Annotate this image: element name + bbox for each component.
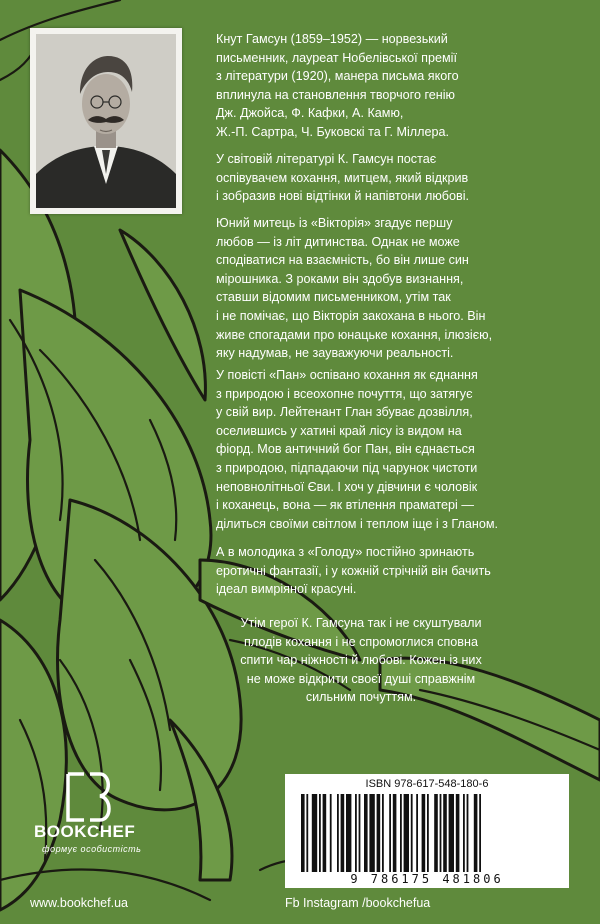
barcode-icon [299, 794, 555, 872]
text-line: Утім герої К. Гамсуна так і не скуштували [240, 616, 482, 630]
text-line: любов — із літ дитинства. Однак не може [216, 234, 460, 249]
barcode-digits: 9 786175 481806 [350, 872, 504, 886]
publisher-name: BOOKCHEF [34, 822, 136, 841]
text-line: і не помічає, що Вікторія закохана в нього. Він [216, 308, 486, 323]
text-line: фіорд. Мов античний бог Пан, він єднається [216, 442, 475, 457]
text-line: еротичні фантазії, і у кожній стрічній він бачить [216, 563, 491, 578]
text-line: Юний митець із «Вікторія» згадує першу [216, 216, 453, 230]
text-line: оспівувачем кохання, митцем, який відкрив [216, 170, 469, 185]
text-line: неповнолітньої Єви. І хоч у дівчини є чоловік [216, 479, 478, 494]
description-paragraph-4 [216, 366, 498, 533]
text-line: оселившись у хатині край лісу із видом на [216, 423, 462, 438]
text-line: Ж.-П. Сартра, Ч. Буковскі та Г. Міллера. [216, 124, 450, 139]
text-line: Кнут Гамсун (1859–1952) — норвезький [216, 32, 448, 46]
publisher-tagline: формує особистість [42, 844, 142, 854]
text-line: вплинула на становлення творчого генію [216, 87, 455, 102]
text-line: яку надумав, не зауважуючи реальності. [216, 346, 454, 361]
text-line: живе спогадами про юнацьке кохання, ілюзією, [216, 327, 493, 342]
text-line: з природою, підпадаючи під чарунок чистоти [216, 460, 478, 475]
text-line: А в молодика з «Голоду» постійно зринають [216, 545, 475, 559]
text-line: плодів кохання і не спромоглися сповна [244, 634, 478, 649]
text-line: з природою і всеохопне почуття, що затягує [216, 386, 473, 401]
bookchef-logo-icon [62, 770, 116, 824]
text-line: сподіватися на взаємність, бо він лише син [216, 253, 469, 268]
text-line: спити чар ніжності й любові. Кожен із них [240, 653, 482, 668]
publisher-website: www.bookchef.ua [30, 896, 128, 910]
author-portrait-frame [30, 28, 182, 214]
text-line: ставши відомим письменником, утім так [216, 290, 451, 305]
text-line: у свій вир. Лейтенант Глан збуває дозвілля, [216, 405, 473, 420]
text-line: з літератури (1920), манера письма якого [216, 69, 459, 84]
text-line: і зобразив нові відтінки й напівтони любові. [216, 189, 469, 204]
publisher-logo [30, 770, 160, 860]
description-paragraph-2 [216, 150, 469, 206]
text-line: і коханець, вона — як втілення праматері — [216, 498, 474, 513]
text-line: сильним почуттям. [305, 690, 417, 705]
text-line: не може відкрити своєї душі справжнім [246, 671, 476, 686]
text-line: письменник, лауреат Нобелівської премії [216, 50, 457, 65]
text-line: мірошника. З роками він здобув визнання, [216, 271, 464, 286]
isbn-barcode-block [285, 774, 569, 888]
description-paragraph-5 [216, 543, 491, 599]
text-line: У світовій літературі К. Гамсун постає [216, 152, 437, 166]
description-paragraph-3 [216, 214, 492, 363]
text-line: ідеал вимріяної красуні. [216, 582, 357, 597]
isbn-label: ISBN 978-617-548-180-6 [365, 778, 489, 790]
description-paragraph-6 [216, 614, 506, 707]
publisher-social: Fb Instagram /bookchefua [285, 896, 431, 910]
text-line: ділиться своїми світлом і теплом іще і з Гланом. [216, 516, 499, 531]
author-portrait [36, 34, 176, 208]
description-paragraph-1 [216, 30, 459, 142]
text-line: У повісті «Пан» оспівано кохання як єднання [216, 368, 478, 382]
text-line: Дж. Джойса, Ф. Кафки, А. Камю, [216, 106, 404, 121]
